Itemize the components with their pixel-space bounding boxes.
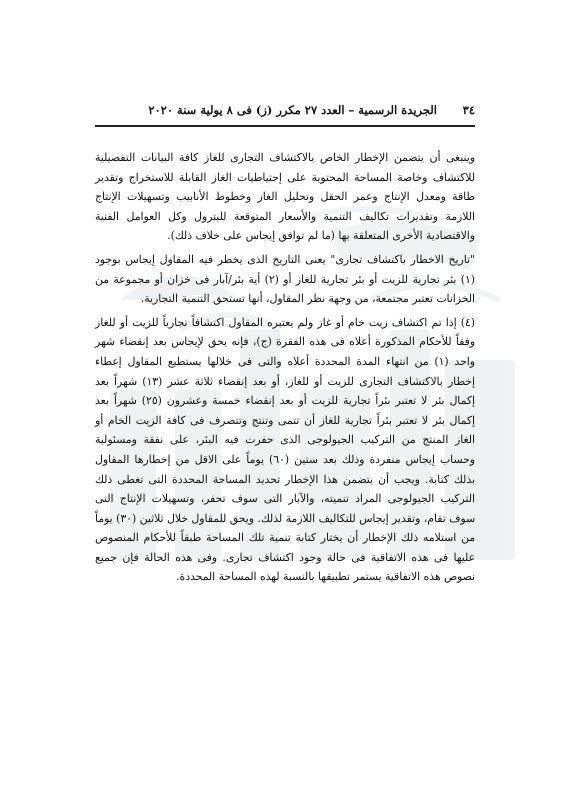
page-header (95, 103, 475, 123)
paragraph-notice-date-definition: "تاريخ الاخطار باكتشاف تجارى" يعنى التاريخ الذى يخطر فيه المقاول إيجاس بوجود (١) بئر تجارية للزيت أو بئر تجارية للغاز أو (٢) أية بئر/آبار فى خزان أو مجموعة من الخزانات تعتبر مجتمعة، من وجهة نظر المقاول، أنها تستحق التنمية التجارية. (95, 252, 475, 306)
document-body (95, 148, 475, 587)
page-number: ٣٤ (462, 103, 475, 117)
paragraph-item-4: (٤) إذا تم اكتشاف زيت خام أو غاز ولم يعتبره المقاول اكتشافاً تجارياً للزيت أو للغاز وفقاً للأحكام المذكورة أعلاه فى هذه الفقرة (ج)، فإنه يحق لإيجاس بعد إنقضاء شهر واحد (١) من انتهاء المدة المحددة أعلاه والتى فى خلالها يستطيع المقاول إعطاء إخطار بالاكتشاف التجارى للزيت أو للغاز، أو بعد إنقضاء ثلاثة عشر (١٣) شهراً بعد إكمال بئر لا تعتبر بئراً تجارية للزيت أو بعد إنقضاء خمسة وعشرون (٢٥) شهراً بعد إكمال بئر لا تعتبر بئراً تجارية للغاز أن تتمى وتنتج وتتصرف فى كافة الزيت الخام أو الغاز المنتج من التركيب الجيولوجى الذى حفرت فيه البئر، على نفقة ومسئولية وحساب إيجاس منفردة وذلك بعد ستين (٦٠) يوماً على الاقل من إخطارها المقاول بذلك كتابة. ويجب أن يتضمن هذا الإخطار تحديد المساحة المحددة التى تغطى ذلك التركيب الجيولوجى المراد تنميته، والآبار التى سوف تحفر، وتسهيلات الإنتاج التى سوف تقام، وتقدير إيجاس للتكاليف اللازمة لذلك. ويحق للمقاول خلال ثلاثين (٣٠) يوماً من استلامه ذلك الإخطار أن يختار كتابة تنمية تلك المساحة طبقاً للأحكام المنصوص عليها فى هذه الاتفاقية فى حالة وجود اكتشاف تجارى. وفى هذه الحالة فإن جميع نصوص هذه الاتفاقية يستمر تطبيقها بالنسبة لهذه المساحة المحددة. (95, 315, 475, 584)
header-divider (95, 125, 475, 127)
paragraph-commercial-discovery-notice: وينبغى أن يتضمن الإخطار الخاص بالاكتشاف التجارى للغاز كافة البيانات التفصيلية للاكتشاف وخاصة المساحة المحتوية على إحتياطيات الغاز القابلة للاستخراج وتقدير طاقة ومعدل الإنتاج وعمر الحقل وتحليل الغاز وخطوط الأنابيب وتسهيلات الإنتاج اللازمة وتقديرات تكاليف التنمية والأسعار المتوقعة للبترول وكل العوامل الفنية والاقتصادية الأخرى المتعلقة بها (ما لم توافق إيجاس على خلاف ذلك). (95, 151, 475, 243)
header-title: الجريدة الرسمية – العدد ٢٧ مكرر (ز) فى ٨ يولية سنة ٢٠٢٠ (148, 103, 437, 117)
